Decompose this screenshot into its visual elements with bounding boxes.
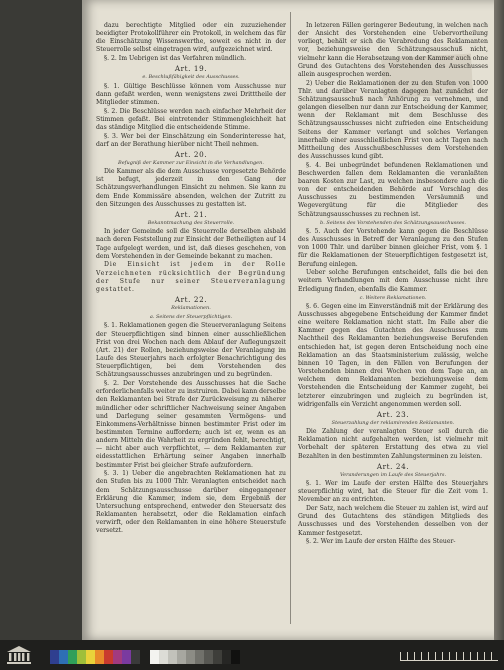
paragraph: §. 1. Wer im Laufe der ersten Hälfte des Steuerjahrs steuerpflichtig wird, hat die Steuer für die Zeit vom 1. November an zu entrichten. <box>298 480 488 504</box>
paragraph: §. 2. Im Uebrigen ist das Verfahren mündlich. <box>104 55 247 63</box>
calibration-swatch <box>113 650 122 664</box>
calibration-swatch <box>95 650 104 664</box>
calibration-swatch <box>50 650 59 664</box>
calibration-swatch <box>213 650 222 664</box>
article-heading: Art. 24. <box>376 461 410 471</box>
calibration-swatch <box>204 650 213 664</box>
page-edge-shadow <box>494 0 504 640</box>
article-subheading: Bekanntmachung des Steuerrolle. <box>147 220 235 227</box>
calibration-swatch <box>186 650 195 664</box>
paragraph: Die Einsicht ist jedem in der Rolle Verzeichneten rücksichtlich der Begründung der Stufe nur seiner Steuerveranlagung gestattet. <box>96 261 286 293</box>
section-subheading: b. Seitens des Vorstehenden des Schätzungsausschusses. <box>320 219 466 226</box>
paragraph: §. 6. Gegen eine im Einverständniß mit der Erklärung des Ausschusses abgegebene Entscheidung der Kammer findet eine weitere Reklamation nicht statt. Im Falle aber die Kammer gegen das Gutachten des Ausschusses zum Nachtheil des Reklamanten beziehungsweise Berufenden entschieden hat, ist gegen deren Entscheidung noch eine Reklamation an das Staatsministerium zulässig, welche binnen 10 Tagen, in den Fällen von Berufungen der Vorstehenden binnen drei Wochen von dem Tage an, an welchem dem Reklamanten beziehungsweise dem Vorstehenden die Entscheidung der Kammer zugeht, bei letzterer einzubringen und zugleich zu begründen ist, widrigenfalls ein Verzicht angenommen werden soll. <box>298 302 488 408</box>
paragraph: dazu berechtigte Mitglied oder ein zuzuziehender beeidigter Protokollführer ein Protokoll, in welchem das für die Einschätzung Wissenswerthe, soweit es nicht in der Steuerrolle selbst eingetragen wird, aufgezeichnet wird. <box>96 22 286 54</box>
scale-ruler <box>400 652 498 661</box>
calibration-swatch <box>122 650 131 664</box>
article-subheading: Veranderungen im Laufe des Steuerjahrs. <box>339 471 447 478</box>
color-calibration-chart <box>50 650 140 664</box>
calibration-swatch <box>59 650 68 664</box>
calibration-swatch <box>159 650 168 664</box>
section-subheading: c. Weitere Reklamationen. <box>359 294 427 301</box>
paragraph: §. 4. Bei unbegründet befundenen Reklamationen und Beschwerden fallen dem Reklamanten die veranlaßten baaren Kosten zur Last, zu welchen insbesondere auch die von der entscheidenden Behörde auf Vorschlag des Ausschusses zu bestimmenden Versäumniß und Wegevergütung für die Mitglieder des Schätzungsausschusses zu rechnen ist. <box>298 161 488 218</box>
paragraph: §. 1. Reklamationen gegen die Steuerveranlagung Seitens der Steuerpflichtigen sind binnen einer ausschließlichen Frist von drei Wochen nach dem Ablauf der Auflegungszeit (Art. 21) der Rollen, beziehungsweise der Veranlagung im Laufe des Steuerjahrs nach erfolgter Benachrichtigung des Steuerpflichtigen, bei dem Vorstehenden des Schätzungsausschusses anzubringen und zu begründen. <box>96 322 286 379</box>
paragraph: §. 2. Wer im Laufe der ersten Hälfte des Steuer- <box>306 538 456 546</box>
paragraph: §. 3. 1) Ueber die angebrachten Reklamationen hat zu den Stufen bis zu 1000 Thlr. Veranlagten entscheidet nach dem Schätzungsausschusse darüber eingegangener Erklärung die Kammer, indem sie, dem Ergebniß der Untersuchung entsprechend, entweder den Steuersatz des Reklamanten herabsetzt, oder die Reklamation einfach verwirft, oder den Reklamanten in eine höhere Steuerstufe versetzt. <box>96 470 286 535</box>
paragraph: 2) Ueber die Reklamationen der zu den Stufen von 1000 Thlr. und darüber Veranlagten dagegen hat zunächst der Schätzungsausschuß nach Anhörung zu vernehmen, und gelangen dieselben nur dann zur Entscheidung der Kammer, wenn der Reklamant mit dem Beschlusse des Schätzungsausschusses nicht zufrieden eine Entscheidung Seitens der Kammer verlangt und solches Verlangen innerhalb einer ausschließlichen Frist von acht Tagen nach Mittheilung des Ausschußbeschlusses dem Vorstehenden des Ausschusses kund gibt. <box>298 79 488 160</box>
calibration-swatch <box>222 650 231 664</box>
paragraph: §. 2. Der Vorstehende des Ausschusses hat die Sache erforderlichenfalls weiter zu instruiren. Dabei kann derselbe den Reklamanten bei Strafe der Zurückweisung zu näherer mündlicher oder schriftlicher Nachweisung seiner Angaben und Darlegung seiner gesammten Vermögens- und Einkommens-Verhältnisse binnen bestimmter Frist oder im bestimmten Termine auffordern; auch ist er, wenn es an andern Mitteln die Wahrheit zu ergründen fehlt, berechtigt, — nicht aber auch verpflichtet, — dem Reklamanten zur eidesstattlichen Erhärtung seiner Angaben innerhalb bestimmter Frist bei gleicher Strafe aufzufordern. <box>96 380 286 469</box>
article-heading: Art. 22. <box>174 295 208 304</box>
paragraph: §. 2. Die Beschlüsse werden nach einfacher Mehrheit der Stimmen gefaßt. Bei eintretender Stimmengleichheit hat das ständige Mitglied die entscheidende Stimme. <box>96 107 286 131</box>
paragraph: In letzeren Fällen geringerer Bedeutung, in welchen nach der Ansicht des Vorstehenden eine Uebervortheilung vorliegt, behält er sich die Verabredung des Reklamanten vor, beziehungsweise den Schätzungsausschuß nicht, vielmehr kann die Herabsetzung von der Kammer auch ohne Grund des Gutachtens des Vorstehenden des Ausschusses allein ausgesprochen werden. <box>298 22 488 78</box>
article-subheading: Steuerzahlung der reklamirenden Reklamanten. <box>331 420 455 426</box>
paragraph: Ueber solche Berufungen entscheidet, falls die bei den weitern Verhandlungen mit dem Ausschusse nicht ihre Erledigung finden, ebenfalls die Kammer. <box>298 269 488 293</box>
article-heading: Art. 20. <box>174 149 208 159</box>
gray-calibration-chart <box>150 650 240 664</box>
right-text-column <box>298 22 488 626</box>
paragraph: §. 3. Wer bei der Einschätzung ein Sonderinteresse hat, darf an der Berathung hierüber nicht Theil nehmen. <box>96 132 286 148</box>
calibration-swatch <box>131 650 140 664</box>
article-heading: Art. 23. <box>376 409 410 419</box>
scanned-page <box>82 0 500 640</box>
paragraph: §. 5. Auch der Vorstehende kann gegen die Beschlüsse des Ausschusses in Betreff der Veranlagung zu den Stufen von 1000 Thlr. und darüber binnen gleicher Frist, vom §. 1 für die Reklamationen der Steuerpflichtigen festgesetzt ist, Berufung einlegen. <box>298 227 488 268</box>
paragraph: In jeder Gemeinde soll die Steuerrolle derselben alsbald nach deren Feststellung zur Einsicht der Betheiligten auf 14 Tage aufgelegt werden, und ist, daß dieses geschehen, von dem Vorstehenden in der Gemeinde bekannt zu machen. <box>96 228 286 260</box>
article-subheading: a. Seitens der Steuerpflichtigen. <box>149 314 233 321</box>
article-subheading: Reklamationen. <box>171 305 211 312</box>
paragraph: Die Kammer als die dem Ausschusse vorgesetzte Behörde ist befugt, jederzeit in den Gang der Schätzungsverhandlungen Einsicht zu nehmen. Sie kann zu dem Ende Kommissäre absenden, welchen der Zutritt zu den Sitzungen des Ausschusses zu gestatten ist. <box>96 168 286 208</box>
calibration-swatch <box>86 650 95 664</box>
calibration-swatch <box>150 650 159 664</box>
article-subheading: Befugniß der Kammer zur Einsicht in die Verhandlungen. <box>118 160 264 166</box>
library-building-icon <box>6 645 32 665</box>
paragraph: Die Zahlung der veranlagten Steuer soll durch die Reklamation nicht aufgehalten werden, ist vielmehr mit Vorbehalt der späteren Erstattung des etwa zu viel Bezahlten in den bestimmten Zahlungsterminen zu leisten. <box>298 428 488 460</box>
paragraph: §. 1. Gültige Beschlüsse können vom Ausschusse nur dann gefaßt werden, wenn wenigstens zwei Dritttheile der Mitglieder stimmen. <box>96 82 286 106</box>
calibration-swatch <box>177 650 186 664</box>
column-divider <box>290 12 291 624</box>
article-subheading: e. Beschlußfähigkeit des Ausschusses. <box>142 74 240 81</box>
calibration-swatch <box>104 650 113 664</box>
article-heading: Art. 21. <box>174 209 208 219</box>
article-heading: Art. 19. <box>174 64 208 74</box>
paragraph: Der Satz, nach welchem die Steuer zu zahlen ist, wird auf Grund des Gutachtens des ständigen Mitglieds des Ausschusses und des Vorstehenden desselben von der Kammer festgesetzt. <box>298 505 488 537</box>
calibration-swatch <box>68 650 77 664</box>
calibration-swatch <box>195 650 204 664</box>
left-text-column <box>96 22 286 626</box>
calibration-swatch <box>168 650 177 664</box>
calibration-swatch <box>231 650 240 664</box>
calibration-swatch <box>77 650 86 664</box>
